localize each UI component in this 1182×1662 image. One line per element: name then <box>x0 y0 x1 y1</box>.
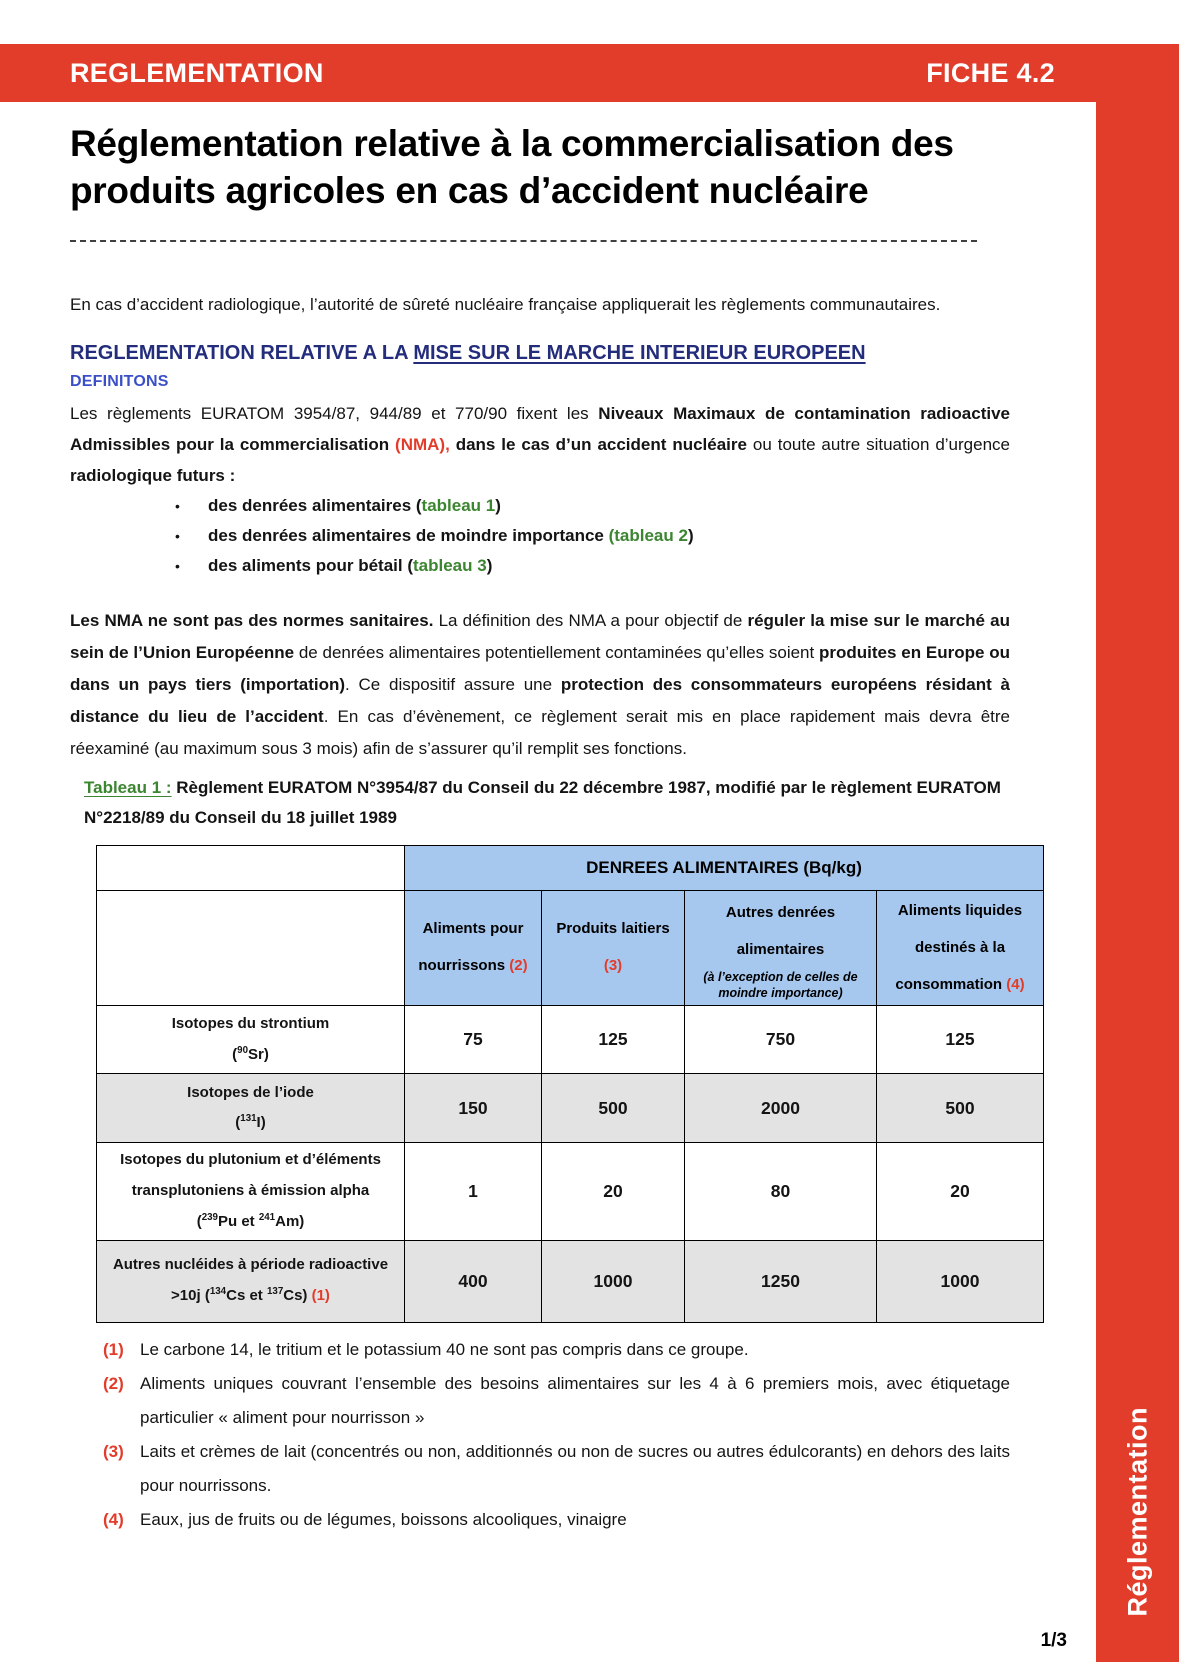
definitions-paragraph: Les règlements EURATOM 3954/87, 944/89 et 770/90 fixent les Niveaux Maximaux de contamination radioactive Admissibles pour la commercialisation (NMA), dans le cas d’un accident nucléaire ou toute autre situation d’urgence radiologique futurs : <box>70 404 1010 485</box>
row-label-iode: Isotopes de l’iode ($^{131}$I) <box>97 1074 405 1143</box>
page-title: Réglementation relative à la commercialisation des produits agricoles en cas d’accident nucléaire <box>70 123 954 211</box>
value-cell: 750 <box>685 1006 877 1074</box>
footnote-number: (4) <box>103 1509 124 1529</box>
value-cell: 125 <box>877 1006 1044 1074</box>
page-content <box>70 102 1025 1537</box>
table-row <box>97 1074 1044 1143</box>
bullet-item <box>175 551 1010 581</box>
footnote-text: Le carbone 14, le tritium et le potassium 40 ne sont pas compris dans ce groupe. <box>140 1339 749 1359</box>
bullet-text: des denrées alimentaires de moindre importance (tableau 2) <box>208 526 694 545</box>
header-fiche-label: FICHE 4.2 <box>926 57 1055 88</box>
bullet-icon: • <box>175 528 180 544</box>
footnote-number: (2) <box>103 1373 124 1393</box>
footnote-item <box>103 1503 1010 1537</box>
table-row <box>97 1143 1044 1240</box>
table-empty-corner <box>97 891 405 1006</box>
header-bar <box>0 44 1179 102</box>
bullet-item <box>175 491 1010 521</box>
bullet-item <box>175 521 1010 551</box>
row-label-autres-nucleides: Autres nucléides à période radioactive >10j ($^{134}$Cs et $^{137}$Cs) (1) <box>97 1240 405 1322</box>
value-cell: 500 <box>877 1074 1044 1143</box>
footnote-text: Aliments uniques couvrant l’ensemble des besoins alimentaires sur les 4 à 6 premiers mois, avec étiquetage particulier « aliment pour nourrisson » <box>140 1373 1010 1427</box>
footnote-number: (1) <box>103 1339 124 1359</box>
table-row <box>97 1006 1044 1074</box>
footnote-item <box>103 1435 1010 1503</box>
intro-paragraph: En cas d’accident radiologique, l’autorité de sûreté nucléaire française appliquerait les règlements communautaires. <box>70 295 941 314</box>
section-heading: REGLEMENTATION RELATIVE A LA MISE SUR LE MARCHE INTERIEUR EUROPEEN <box>70 342 866 364</box>
column-header-liquides: Aliments liquides destinés à la consommation (4) <box>877 891 1044 1006</box>
footnote-number: (3) <box>103 1441 124 1461</box>
bullet-icon: • <box>175 498 180 514</box>
table-row <box>97 1240 1044 1322</box>
value-cell: 20 <box>877 1143 1044 1240</box>
footnote-text: Eaux, jus de fruits ou de légumes, boissons alcooliques, vinaigre <box>140 1509 627 1529</box>
bullet-text: des denrées alimentaires (tableau 1) <box>208 496 501 515</box>
row-label-plutonium: Isotopes du plutonium et d’éléments transplutoniens à émission alpha ($^{239}$Pu et $^{241}$Am) <box>97 1143 405 1240</box>
value-cell: 1000 <box>877 1240 1044 1322</box>
footnote-item <box>103 1333 1010 1367</box>
value-cell: 1 <box>405 1143 542 1240</box>
column-header-nourrissons: Aliments pour nourrissons (2) <box>405 891 542 1006</box>
value-cell: 80 <box>685 1143 877 1240</box>
column-header-autres-denrees: Autres denrées alimentaires (à l’exception de celles de moindre importance) <box>685 891 877 1006</box>
footnotes <box>103 1333 1010 1537</box>
column-header-laitiers: Produits laitiers (3) <box>542 891 685 1006</box>
value-cell: 125 <box>542 1006 685 1074</box>
nma-table <box>96 845 1044 1323</box>
section-subheading: DEFINITONS <box>70 373 169 390</box>
value-cell: 150 <box>405 1074 542 1143</box>
value-cell: 500 <box>542 1074 685 1143</box>
row-label-strontium: Isotopes du strontium ($^{90}$Sr) <box>97 1006 405 1074</box>
table-title: DENREES ALIMENTAIRES (Bq/kg) <box>405 846 1044 891</box>
page-number: 1/3 <box>1040 1630 1067 1651</box>
bullet-list <box>175 491 1010 581</box>
bullet-icon: • <box>175 558 180 574</box>
sidebar-vertical-label: Réglementation <box>1122 1407 1152 1617</box>
header-category-label: REGLEMENTATION <box>70 57 324 88</box>
value-cell: 1000 <box>542 1240 685 1322</box>
value-cell: 20 <box>542 1143 685 1240</box>
side-band <box>1096 44 1179 1662</box>
value-cell: 75 <box>405 1006 542 1074</box>
nma-paragraph: Les NMA ne sont pas des normes sanitaires. La définition des NMA a pour objectif de réguler la mise sur le marché au sein de l’Union Européenne de denrées alimentaires potentiellement contaminées qu’elles soient produites en Europe ou dans un pays tiers (importation). Ce dispositif assure une protection des consommateurs européens résidant à distance du lieu de l’accident. En cas d’évènement, ce règlement serait mis en place rapidement mais devra être réexaminé (au maximum sous 3 mois) afin de s’assurer qu’il remplit ses fonctions. <box>70 611 1011 758</box>
dashed-divider <box>70 240 977 242</box>
value-cell: 2000 <box>685 1074 877 1143</box>
footnote-text: Laits et crèmes de lait (concentrés ou non, additionnés ou non de sucres ou autres édulcorants) en dehors des laits pour nourrissons. <box>140 1441 1010 1495</box>
value-cell: 400 <box>405 1240 542 1322</box>
bullet-text: des aliments pour bétail (tableau 3) <box>208 556 493 575</box>
table-empty-corner <box>97 846 405 891</box>
footnote-item <box>103 1367 1010 1435</box>
value-cell: 1250 <box>685 1240 877 1322</box>
table-caption: Tableau 1 : Règlement EURATOM N°3954/87 du Conseil du 22 décembre 1987, modifié par le règlement EURATOM N°2218/89 du Conseil du 18 juillet 1989 <box>84 778 1001 827</box>
